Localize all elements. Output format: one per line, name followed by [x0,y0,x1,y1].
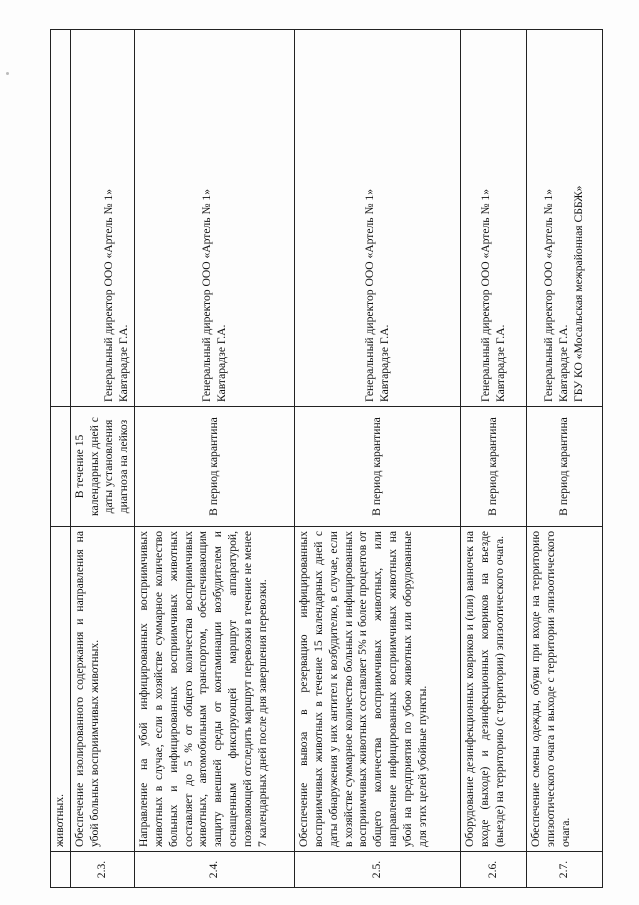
row-term: В период карантина [461,407,527,527]
row-responsible [461,30,527,407]
rotated-table-wrapper [50,30,592,888]
row-responsible [70,30,134,407]
responsible-line: Генеральный директор ООО «Артель № 1» [102,188,116,402]
row-responsible [51,30,71,407]
responsible-line: Кавтарадзе Г.А. [557,324,571,402]
scan-speck [6,72,9,75]
row-description: Обеспечение изолированного содержания и направления на убой больных восприимчивых животных. [70,527,134,852]
row-responsible [527,30,603,407]
responsible-line: Кавтарадзе Г.А. [214,324,228,402]
row-term [51,407,71,527]
row-number: 2.7. [527,852,603,888]
row-number: 2.5. [295,852,461,888]
row-responsible [295,30,461,407]
responsible-line: Генеральный директор ООО «Артель № 1» [478,188,492,402]
row-description: Обеспечение смены одежды, обуви при входе на территорию эпизоотического очага и выходе с территории эпизоотического очага. [527,527,603,852]
row-term: В течение 15 календарных дней с даты установления диагноза на лейкоз [70,407,134,527]
table-row [527,30,603,888]
responsible-line: Кавтарадзе Г.А. [493,324,507,402]
row-number: 2.4. [135,852,295,888]
table-row [70,30,134,888]
row-description: Обеспечение вывоза в резервацию инфицированных восприимчивых животных в течение 15 календарных дней с даты обнаружения у них антител к возбудителю, в случае, если в хозяйстве суммарное количество больных и инфицированных восприимчивых животных составляет 5% и более процентов от общего количества восприимчивых животных, или направление инфицированных восприимчивых животных на убой на предприятия по убою животных или оборудованные для этих целей убойные пункты. [295,527,461,852]
row-number: 2.6. [461,852,527,888]
table-row [295,30,461,888]
responsible-line: ГБУ КО «Мосальская межрайонная СББЖ» [572,185,586,402]
responsible-line: Генеральный директор ООО «Артель № 1» [362,188,376,402]
row-term: В период карантина [527,407,603,527]
row-number: 2.3. [70,852,134,888]
responsible-line: Кавтарадзе Г.А. [117,324,131,402]
row-description: Направление на убой инфицированных восприимчивых животных в случае, если в хозяйстве суммарное количество больных и инфицированных восприимчивых животных составляет до 5 % от общего количества восприимчивых животных, автомобильным транспортом, обеспечивающим защиту внешней среды от контаминации возбудителем и оснащенным фиксирующей маршрут аппаратурой, позволяющей отследить маршрут перевозки в течение не менее 7 календарных дней после дня завершения перевозки. [135,527,295,852]
table-row [461,30,527,888]
row-responsible [135,30,295,407]
responsible-line: Генеральный директор ООО «Артель № 1» [542,188,556,402]
responsible-line: Генеральный директор ООО «Артель № 1» [199,188,213,402]
row-description: Оборудование дезинфекционных ковриков и (или) ванночек на входе (выходе) и дезинфекционных ковриков на въезде (выезде) на территорию (с территории) эпизоотического очага. [461,527,527,852]
row-term: В период карантина [295,407,461,527]
row-term: В период карантина [135,407,295,527]
row-description: животных. [51,527,71,852]
measures-table [50,29,603,888]
table-row [135,30,295,888]
table-row [51,30,71,888]
row-number [51,852,71,888]
responsible-line: Кавтарадзе Г.А. [377,324,391,402]
